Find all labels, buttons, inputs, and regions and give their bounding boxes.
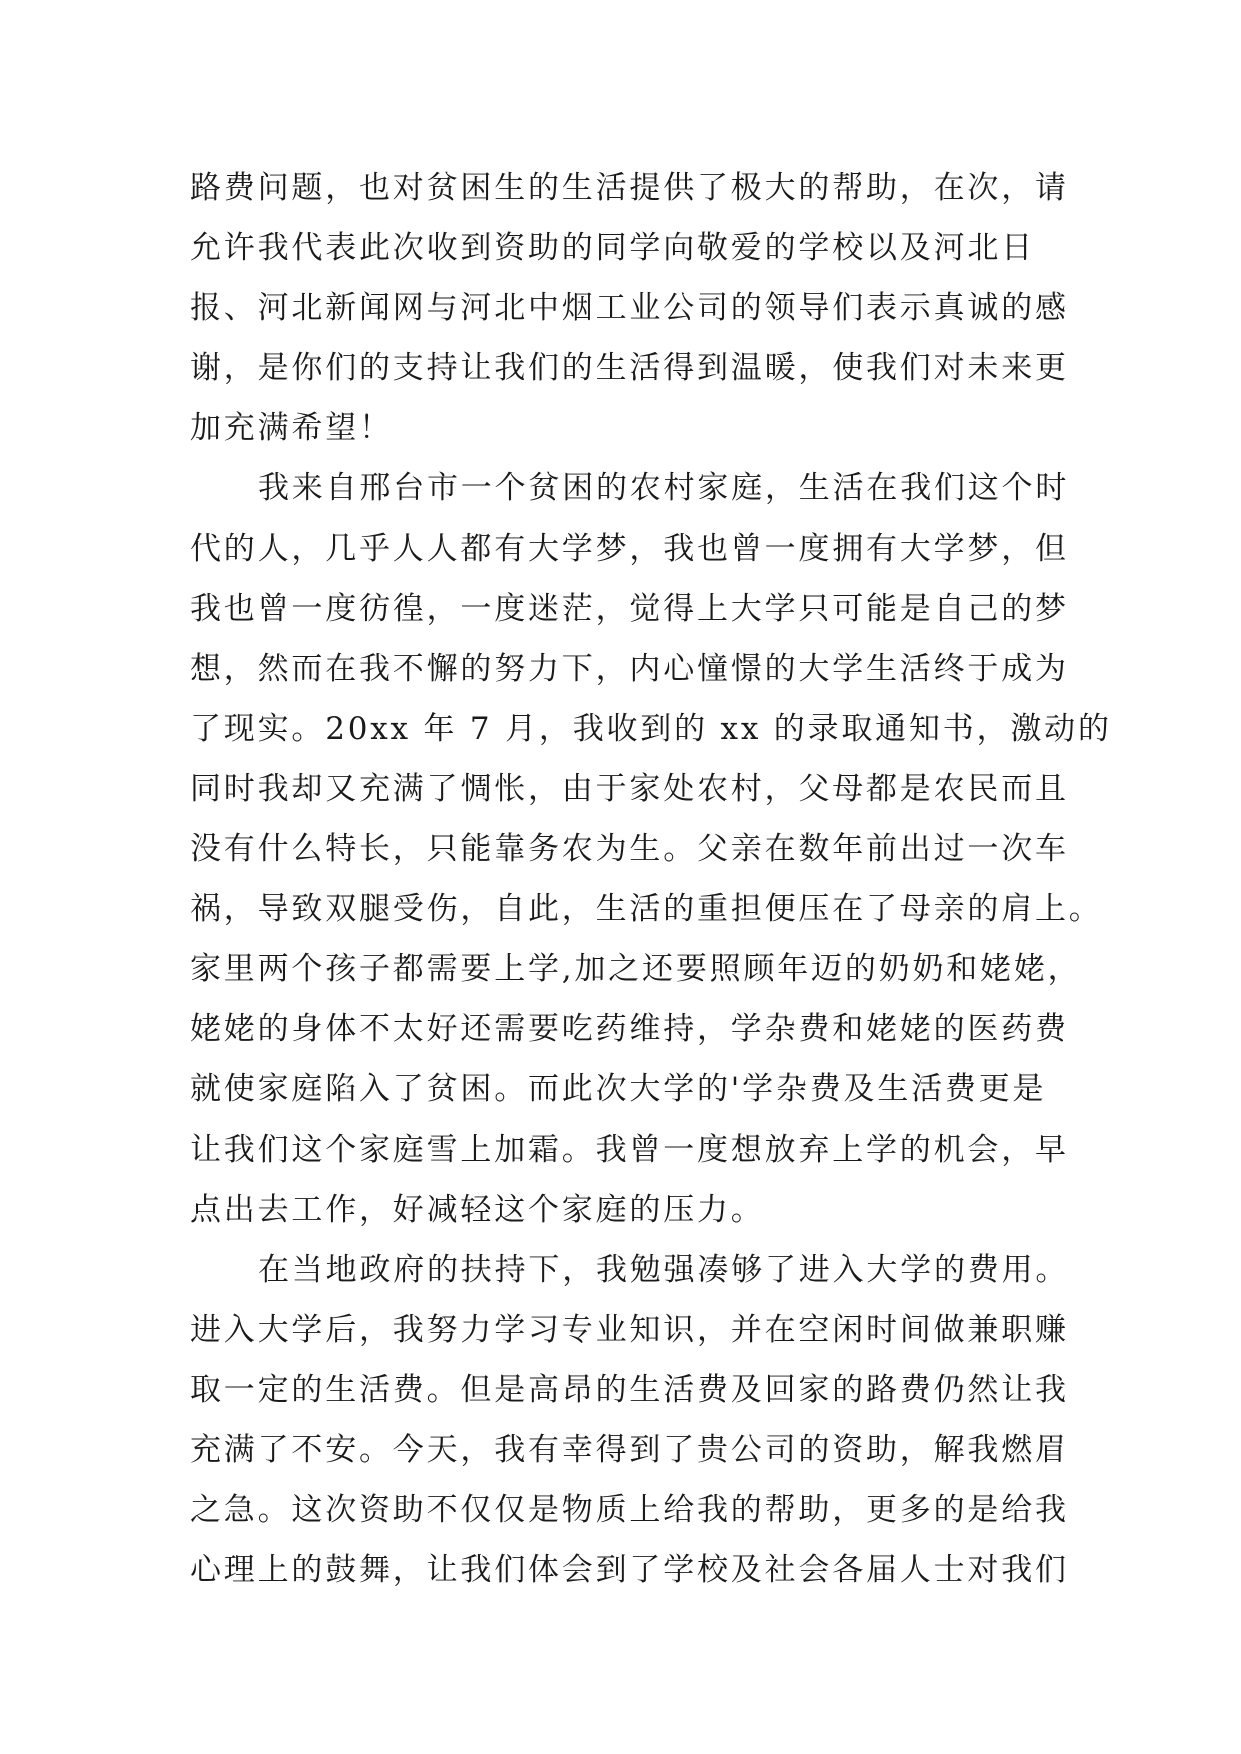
text-line: 取一定的生活费。但是高昂的生活费及回家的路费仍然让我	[190, 1371, 1069, 1408]
paragraph-start-line: 在当地政府的扶持下，我勉强凑够了进入大学的费用。	[258, 1251, 1070, 1288]
text-line: 让我们这个家庭雪上加霜。我曾一度想放弃上学的机会，早	[190, 1131, 1069, 1168]
text-line: 了现实。20xx 年 7 月，我收到的 xx 的录取通知书，激动的	[190, 710, 1112, 747]
text-line: 家里两个孩子都需要上学,加之还要照顾年迈的奶奶和姥姥，	[190, 951, 1082, 988]
text-line: 姥姥的身体不太好还需要吃药维持，学杂费和姥姥的医药费	[190, 1011, 1069, 1048]
text-line: 点出去工作，好减轻这个家庭的压力。	[190, 1191, 765, 1228]
text-line: 祸，导致双腿受伤，自此，生活的重担便压在了母亲的肩上。	[190, 891, 1103, 928]
text-line: 就使家庭陷入了贫困。而此次大学的'学杂费及生活费更是	[190, 1071, 1047, 1108]
text-line: 充满了不安。今天，我有幸得到了贵公司的资助，解我燃眉	[190, 1431, 1069, 1468]
text-line: 心理上的鼓舞，让我们体会到了学校及社会各届人士对我们	[190, 1552, 1069, 1589]
paragraph-start-line: 我来自邢台市一个贫困的农村家庭，生活在我们这个时	[258, 470, 1070, 507]
text-line: 允许我代表此次收到资助的同学向敬爱的学校以及河北日	[190, 230, 1035, 267]
text-line: 我也曾一度彷徨，一度迷茫，觉得上大学只可能是自己的梦	[190, 590, 1069, 627]
text-line: 加充满希望！	[190, 410, 393, 447]
text-line: 进入大学后，我努力学习专业知识，并在空闲时间做兼职赚	[190, 1311, 1069, 1348]
text-line: 想，然而在我不懈的努力下，内心憧憬的大学生活终于成为	[190, 650, 1069, 687]
text-line: 同时我却又充满了惆怅，由于家处农村，父母都是农民而且	[190, 770, 1069, 807]
text-line: 之急。这次资助不仅仅是物质上给我的帮助，更多的是给我	[190, 1492, 1069, 1529]
text-line: 路费问题，也对贫困生的生活提供了极大的帮助，在次，请	[190, 170, 1069, 206]
text-line: 没有什么特长，只能靠务农为生。父亲在数年前出过一次车	[190, 831, 1069, 868]
body-text	[190, 158, 1112, 1600]
text-line: 谢，是你们的支持让我们的生活得到温暖，使我们对未来更	[190, 350, 1069, 387]
text-line: 代的人，几乎人人都有大学梦，我也曾一度拥有大学梦，但	[190, 530, 1069, 567]
text-line: 报、河北新闻网与河北中烟工业公司的领导们表示真诚的感	[190, 290, 1069, 327]
